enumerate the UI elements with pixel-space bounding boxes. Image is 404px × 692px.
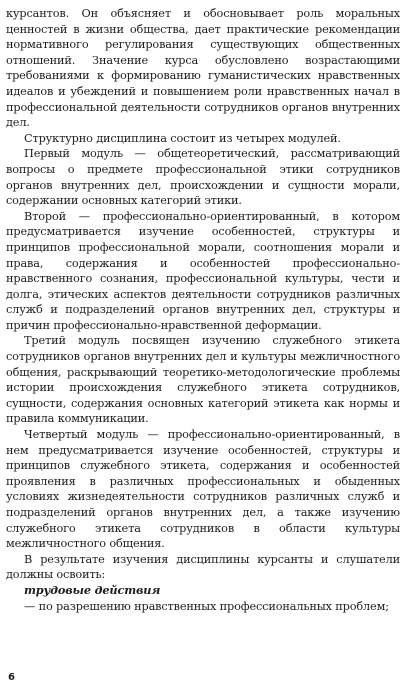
paragraph-intro: курсантов. Он объясняет и обосновывает роль моральных ценностей в жизни общества, дает практические рекомендации нормативного регулирования существующих общественных отношений. Значение курса обусловлено возрастающими требованиями к формированию гуманистических нравственных идеалов и убеждений и повышением роли нравственных начал в профессиональной деятельности сотрудников органов внутренних дел. <box>6 7 400 130</box>
list-item-moral-problems: — по разрешению нравственных профессиональных проблем; <box>24 599 389 613</box>
paragraph-module-3: Третий модуль посвящен изучению служебного этикета сотрудников органов внутренних дел и культуры межличностного общения, раскрывающий теоретико-методологические проблемы истории происхождения служебного этикета сотрудников, сущности, содержания основных категорий этикета как нормы и правила коммуникации. <box>6 334 400 426</box>
paragraph-structure: Структурно дисциплина состоит из четырех модулей. <box>24 131 341 145</box>
paragraph-module-2: Второй — профессионально-ориентированный, в котором предусматривается изучение особенностей, структуры и принципов профессиональной морали, соотношения морали и права, содержания и особенностей профессионально-нравственного сознания, профессиональной культуры, чести и долга, этических аспектов деятельности сотрудников различных служб и подразделений органов внутренних дел, структуры и причин профессионально-нравственной деформации. <box>6 209 400 332</box>
page-number: 6 <box>8 672 15 683</box>
page-body <box>6 6 400 614</box>
paragraph-module-1: Первый модуль — общетеоретический, рассматривающий вопросы о предмете профессиональной этики сотрудников органов внутренних дел, происхождении и сущности морали, содержании основных категорий этики. <box>6 147 400 208</box>
heading-labor-actions: трудовые действия <box>24 582 161 597</box>
paragraph-results: В результате изучения дисциплины курсанты и слушатели должны освоить: <box>6 552 400 582</box>
paragraph-module-4: Четвертый модуль — профессионально-ориентированный, в нем предусматривается изучение особенностей, структуры и принципов служебного этикета, содержания и особенностей проявления в различных профессиональных и обыденных условиях жизнедеятельности сотрудников различных служб и подразделений органов внутренних дел, а также изучению служебного этикета сотрудников в области культуры межличностного общения. <box>6 428 400 551</box>
